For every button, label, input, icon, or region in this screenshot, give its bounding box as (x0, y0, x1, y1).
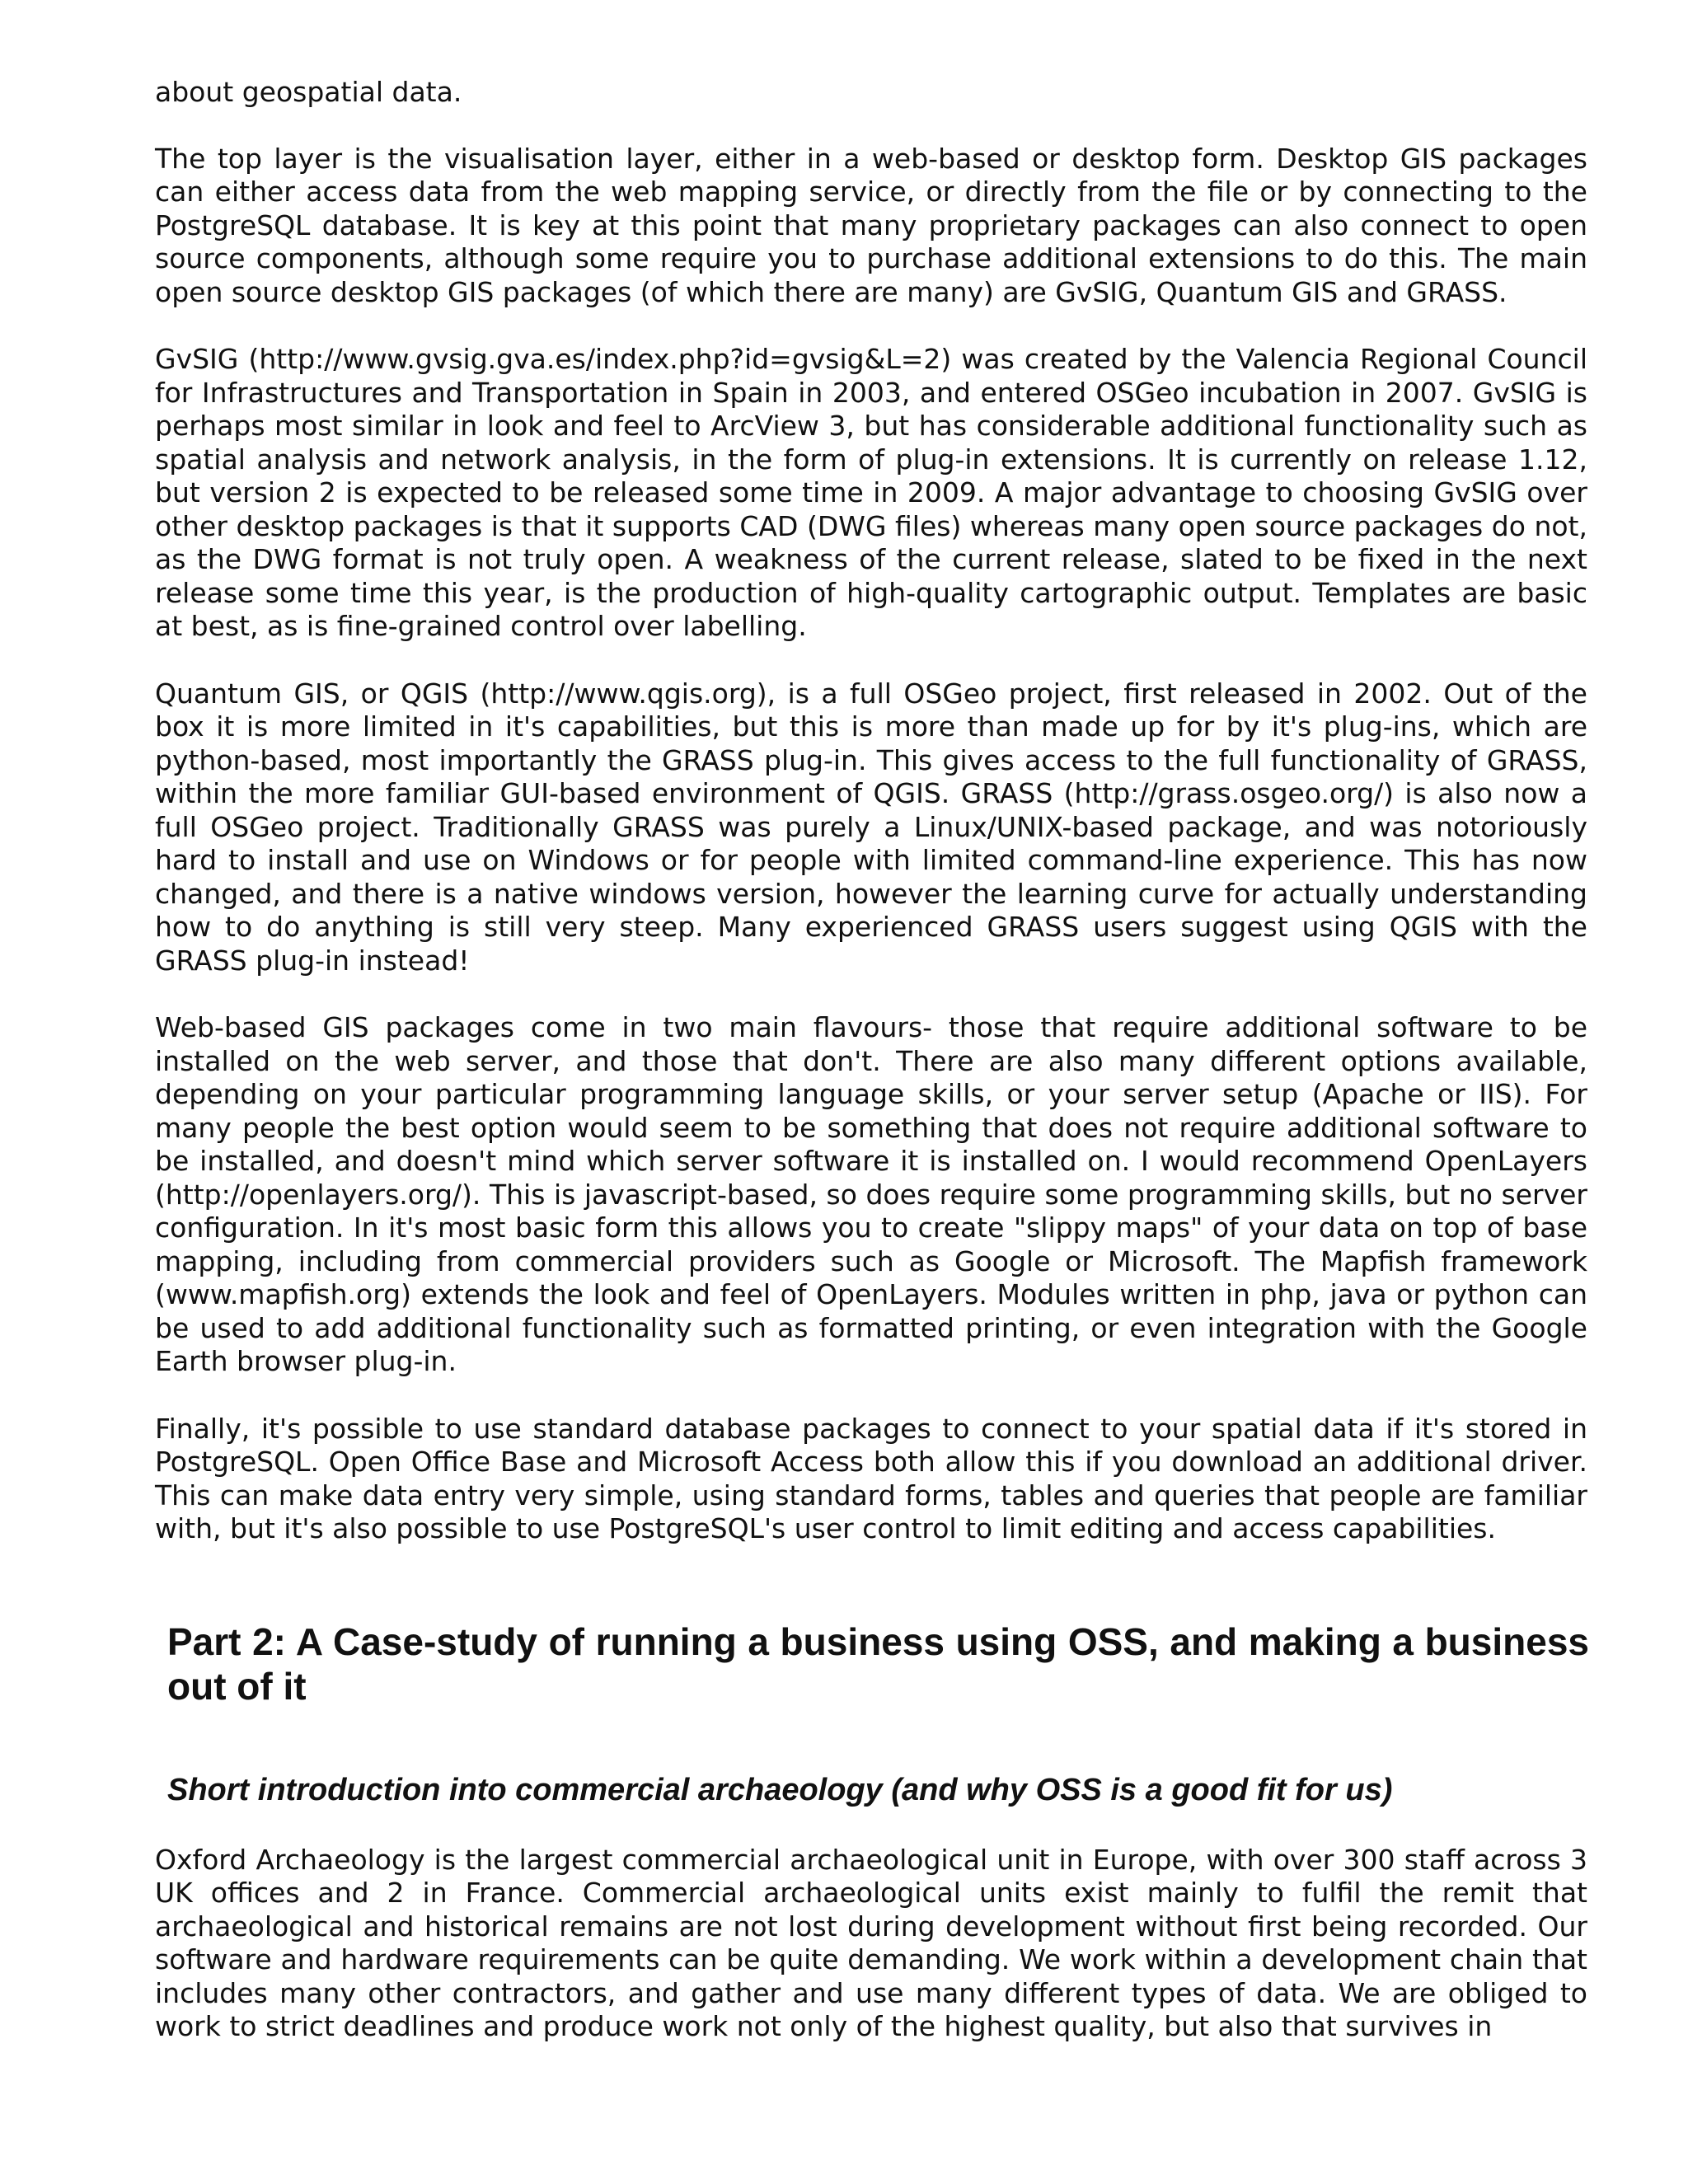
document-page (155, 76, 1587, 2044)
paragraph-fragment: about geospatial data. (155, 76, 462, 108)
paragraph-qgis-grass: Quantum GIS, or QGIS (http://www.qgis.org), is a full OSGeo project, first released in 2002. Out of the box it is more limited in it's capabilities, but this is more than made up for by it's plug-ins, which are python-based, most importantly the GRASS plug-in. This gives access to the full functionality of GRASS, within the more familiar GUI-based environment of QGIS. GRASS (http://grass.osgeo.org/) is also now a full OSGeo project. Traditionally GRASS was purely a Linux/UNIX-based package, and was notoriously hard to install and use on Windows or for people with limited command-line experience. This has now changed, and there is a native windows version, however the learning curve for actually understanding how to do anything is still very steep. Many experienced GRASS users suggest using QGIS with the GRASS plug-in instead! (155, 677, 1587, 977)
part-heading: Part 2: A Case-study of running a business using OSS, and making a business out of it (167, 1619, 1589, 1708)
section-heading: Short introduction into commercial archaeology (and why OSS is a good fit for us) (167, 1772, 1393, 1807)
paragraph-visualisation-layer: The top layer is the visualisation layer, either in a web-based or desktop form. Desktop GIS packages can either access data from the web mapping service, or directly from the file or by connecting to the PostgreSQL database. It is key at this point that many proprietary packages can also connect to open source components, although some require you to purchase additional extensions to do this. The main open source desktop GIS packages (of which there are many) are GvSIG, Quantum GIS and GRASS. (155, 142, 1587, 308)
paragraph-oxford-archaeology: Oxford Archaeology is the largest commercial archaeological unit in Europe, with over 300 staff across 3 UK offices and 2 in France. Commercial archaeological units exist mainly to fulfil the remit that archaeological and historical remains are not lost during development without first being recorded. Our software and hardware requirements can be quite demanding. We work within a development chain that includes many other contractors, and gather and use many different types of data. We are obliged to work to strict deadlines and produce work not only of the highest quality, but also that survives in (155, 1843, 1587, 2042)
paragraph-gvsig: GvSIG (http://www.gvsig.gva.es/index.php?id=gvsig&L=2) was created by the Valencia Regional Council for Infrastructures and Transportation in Spain in 2003, and entered OSGeo incubation in 2007. GvSIG is perhaps most similar in look and feel to ArcView 3, but has considerable additional functionality such as spatial analysis and network analysis, in the form of plug-in extensions. It is currently on release 1.12, but version 2 is expected to be released some time in 2009. A major advantage to choosing GvSIG over other desktop packages is that it supports CAD (DWG files) whereas many open source packages do not, as the DWG format is not truly open. A weakness of the current release, slated to be fixed in the next release some time this year, is the production of high-quality cartographic output. Templates are basic at best, as is fine-grained control over labelling. (155, 343, 1587, 642)
paragraph-database-packages: Finally, it's possible to use standard database packages to connect to your spatial data if it's stored in PostgreSQL. Open Office Base and Microsoft Access both allow this if you download an additional driver. This can make data entry very simple, using standard forms, tables and queries that people are familiar with, but it's also possible to use PostgreSQL's user control to limit editing and access capabilities. (155, 1412, 1587, 1544)
paragraph-web-gis: Web-based GIS packages come in two main flavours- those that require additional software to be installed on the web server, and those that don't. There are also many different options available, depending on your particular programming language skills, or your server setup (Apache or IIS). For many people the best option would seem to be something that does not require additional software to be installed, and doesn't mind which server software it is installed on. I would recommend OpenLayers (http://openlayers.org/). This is javascript-based, so does require some programming skills, but no server configuration. In it's most basic form this allows you to create "slippy maps" of your data on top of base mapping, including from commercial providers such as Google or Microsoft. The Mapfish framework (www.mapfish.org) extends the look and feel of OpenLayers. Modules written in php, java or python can be used to add additional functionality such as formatted printing, or even integration with the Google Earth browser plug-in. (155, 1011, 1587, 1377)
